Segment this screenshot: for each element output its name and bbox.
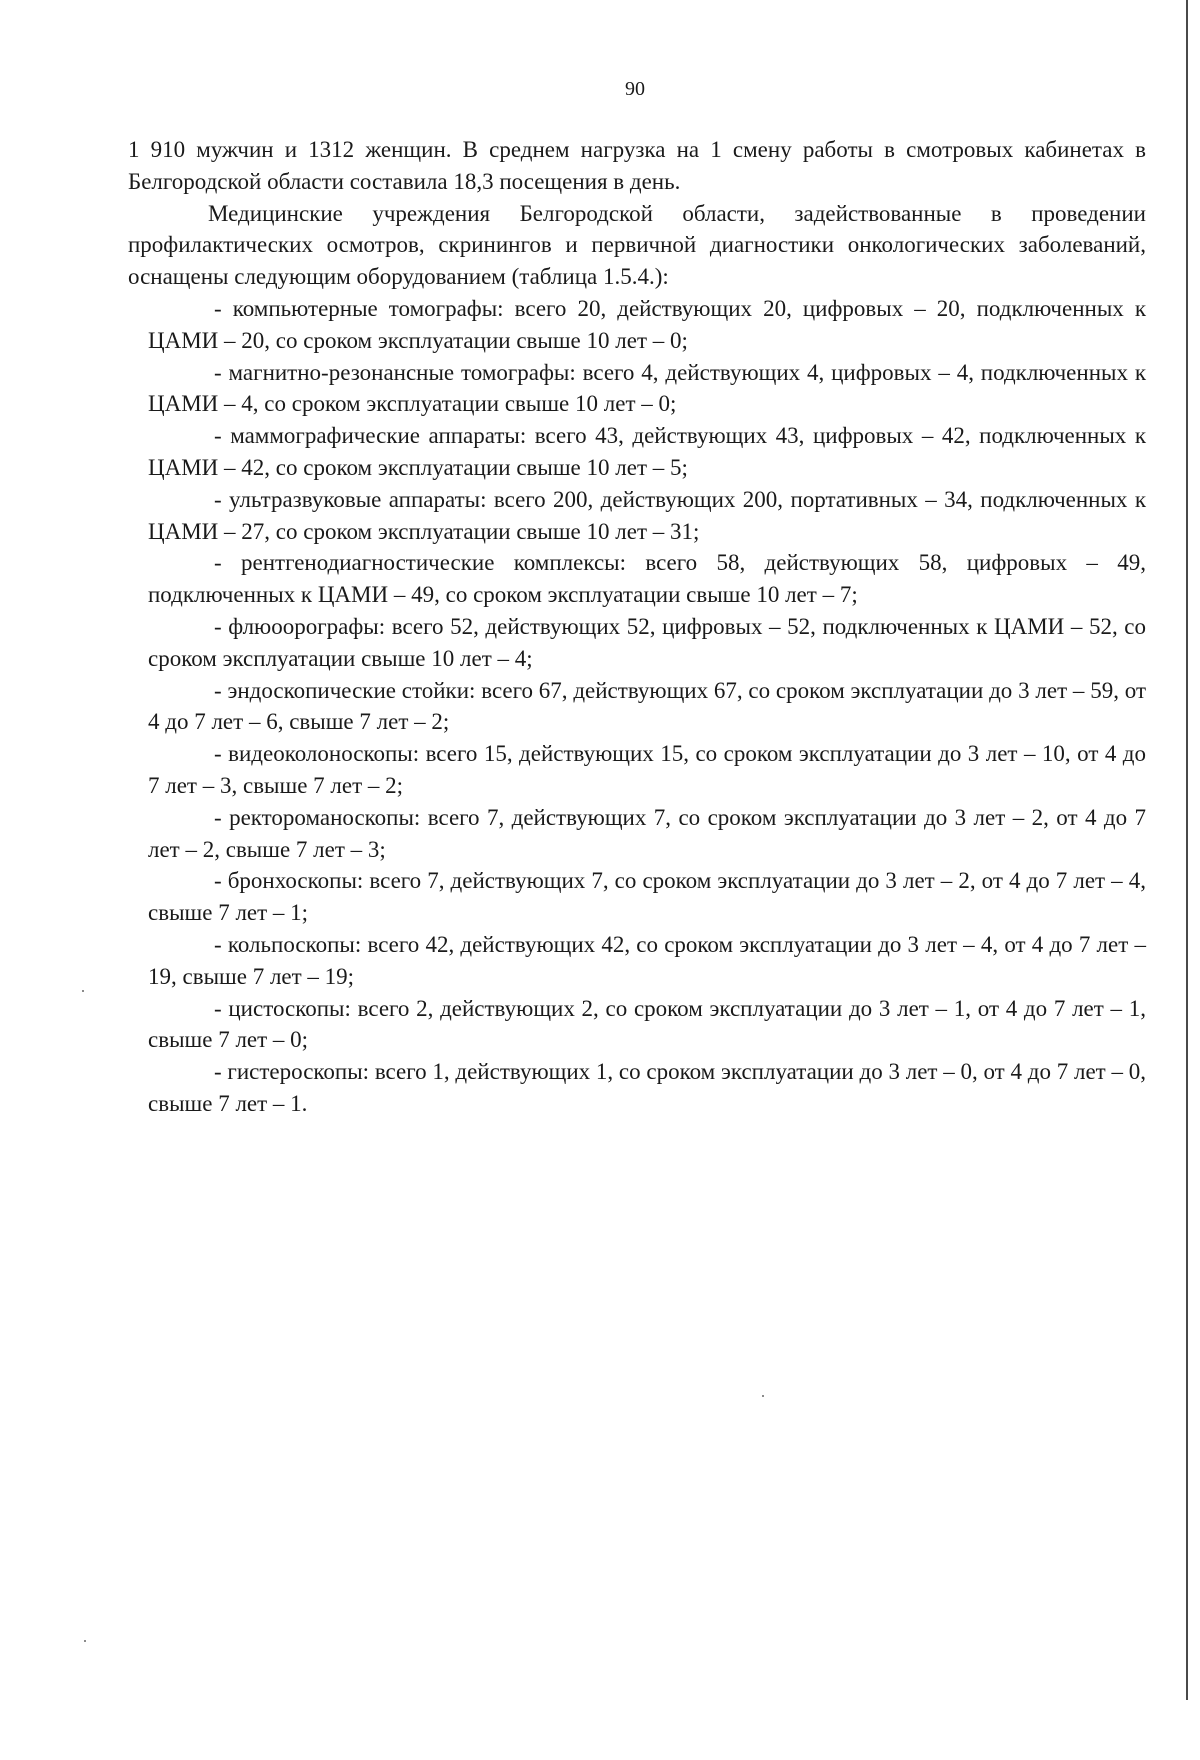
page-number: 90 xyxy=(625,78,645,100)
scan-edge-line xyxy=(1186,0,1188,1700)
equipment-item-mri: - магнитно-резонансные томографы: всего 4, действующих 4, цифровых – 4, подключенных к ЦАМИ – 4, со сроком эксплуатации свыше 10 лет – 0; xyxy=(148,359,1146,417)
equipment-item-ct: - компьютерные томографы: всего 20, действующих 20, цифровых – 20, подключенных к ЦАМИ – 20, со сроком эксплуатации свыше 10 лет – 0; xyxy=(148,295,1146,353)
equipment-item-xray: - рентгенодиагностические комплексы: всего 58, действующих 58, цифровых – 49, подключенных к ЦАМИ – 49, со сроком эксплуатации свыше 10 лет – 7; xyxy=(148,550,1146,608)
equipment-item-colposcope: - кольпоскопы: всего 42, действующих 42, со сроком эксплуатации до 3 лет – 4, от 4 до 7 лет – 19, свыше 7 лет – 19; xyxy=(148,931,1146,989)
scan-speck xyxy=(84,1640,86,1642)
equipment-item-ultrasound: - ультразвуковые аппараты: всего 200, действующих 200, портативных – 34, подключенных к ЦАМИ – 27, со сроком эксплуатации свыше 10 лет – 31; xyxy=(148,486,1146,544)
equipment-item-videocolonoscope: - видеоколоноскопы: всего 15, действующих 15, со сроком эксплуатации до 3 лет – 10, от 4 до 7 лет – 3, свыше 7 лет – 2; xyxy=(148,741,1146,798)
scan-speck xyxy=(762,1395,764,1397)
scan-speck xyxy=(82,990,84,992)
equipment-item-fluorography: - флюоорографы: всего 52, действующих 52, цифровых – 52, подключенных к ЦАМИ – 52, со сроком эксплуатации свыше 10 лет – 4; xyxy=(148,613,1146,671)
equipment-item-hysteroscope: - гистероскопы: всего 1, действующих 1, со сроком эксплуатации до 3 лет – 0, от 4 до 7 лет – 0, свыше 7 лет – 1. xyxy=(148,1059,1146,1116)
equipment-item-cystoscope: - цистоскопы: всего 2, действующих 2, со сроком эксплуатации до 3 лет – 1, от 4 до 7 лет – 1, свыше 7 лет – 0; xyxy=(148,995,1146,1053)
equipment-item-bronchoscope: - бронхоскопы: всего 7, действующих 7, со сроком эксплуатации до 3 лет – 2, от 4 до 7 лет – 4, свыше 7 лет – 1; xyxy=(148,868,1146,926)
document-body xyxy=(128,134,1146,1120)
equipment-item-mammography: - маммографические аппараты: всего 43, действующих 43, цифровых – 42, подключенных к ЦАМИ – 42, со сроком эксплуатации свыше 10 лет – 5; xyxy=(148,423,1146,480)
paragraph-screening-load: 1 910 мужчин и 1312 женщин. В среднем нагрузка на 1 смену работы в смотровых кабинетах в Белгородской области составила 18,3 посещения в день. xyxy=(128,137,1146,194)
equipment-item-rectoromanoscope: - ректороманоскопы: всего 7, действующих 7, со сроком эксплуатации до 3 лет – 2, от 4 до 7 лет – 2, свыше 7 лет – 3; xyxy=(148,804,1146,862)
paragraph-equipment-intro: Медицинские учреждения Белгородской области, задействованные в проведении профилактических осмотров, скринингов и первичной диагностики онкологических заболеваний, оснащены следующим оборудованием (таблица 1.5.4.): xyxy=(128,200,1146,290)
equipment-item-endoscopy: - эндоскопические стойки: всего 67, действующих 67, со сроком эксплуатации до 3 лет – 59, от 4 до 7 лет – 6, свыше 7 лет – 2; xyxy=(148,677,1146,735)
